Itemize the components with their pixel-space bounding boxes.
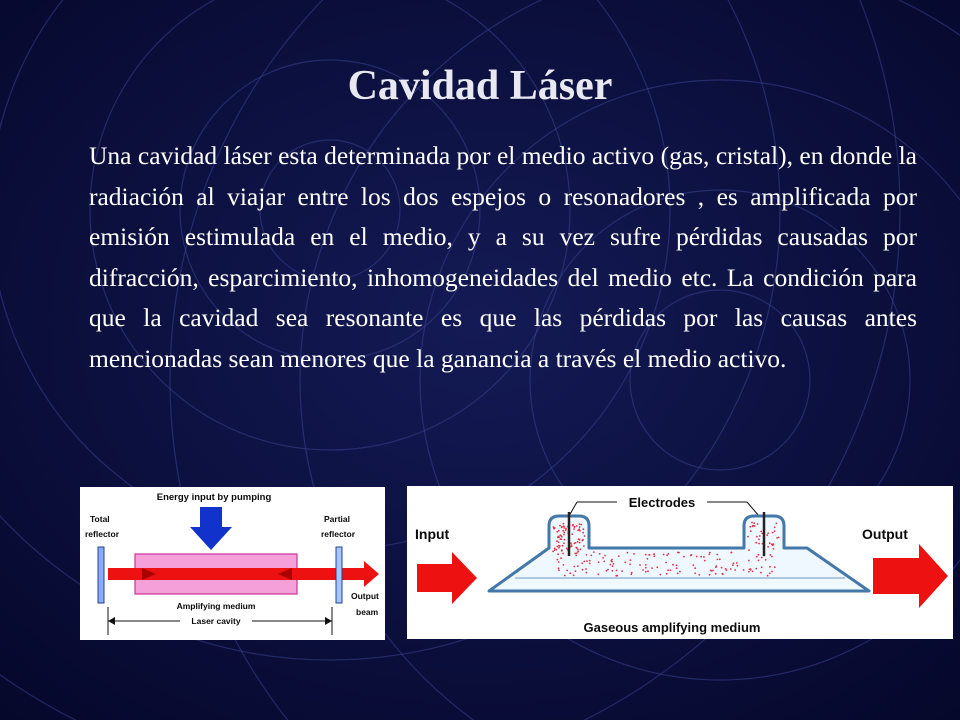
gas-laser-diagram [407, 486, 953, 639]
input-arrow-icon [417, 552, 477, 604]
gaseous-medium-label: Gaseous amplifying medium [583, 620, 761, 635]
gas-tube [489, 516, 869, 591]
partial-reflector-label: Partial [324, 514, 350, 524]
electrodes-label: Electrodes [628, 495, 696, 510]
total-reflector-label: Total [90, 514, 110, 524]
partial-reflector-mirror [336, 547, 342, 603]
slide-title: Cavidad Láser [347, 63, 613, 109]
output-beam-arrow-icon [346, 561, 379, 587]
electrodes-leader-right [747, 502, 759, 516]
laser-cavity-diagram [80, 487, 385, 640]
output-beam-label-2: beam [356, 607, 379, 617]
laser-cavity-label: Laser cavity [191, 616, 241, 626]
cavity-arrow-right-icon [325, 617, 332, 625]
slide-body-text: Una cavidad láser esta determinada por el medio activo (gas, cristal), en donde la radiación al viajar entre los dos espejos o resonadores , es amplificada por emisión estimulada en el medio, y a su vez sufre pérdidas causadas por difracción, esparcimiento, inhomogeneidades del medio etc. La condición para que la cavidad sea resonante es que las pérdidas por las causas antes mencionadas sean menores que la ganancia a través el medio activo. [89, 141, 917, 373]
input-label: Input [415, 526, 450, 542]
energy-input-label: Energy input by pumping [156, 492, 272, 503]
total-reflector-label-2: reflector [85, 529, 120, 539]
total-reflector-mirror [98, 547, 104, 603]
partial-reflector-label-2: reflector [321, 529, 356, 539]
output-label: Output [862, 526, 908, 542]
pump-arrow-icon [190, 507, 232, 550]
output-arrow-icon [873, 544, 948, 608]
output-beam-label: Output [351, 591, 379, 601]
cavity-arrow-left-icon [108, 617, 115, 625]
amplifying-medium-label: Amplifying medium [176, 601, 256, 611]
